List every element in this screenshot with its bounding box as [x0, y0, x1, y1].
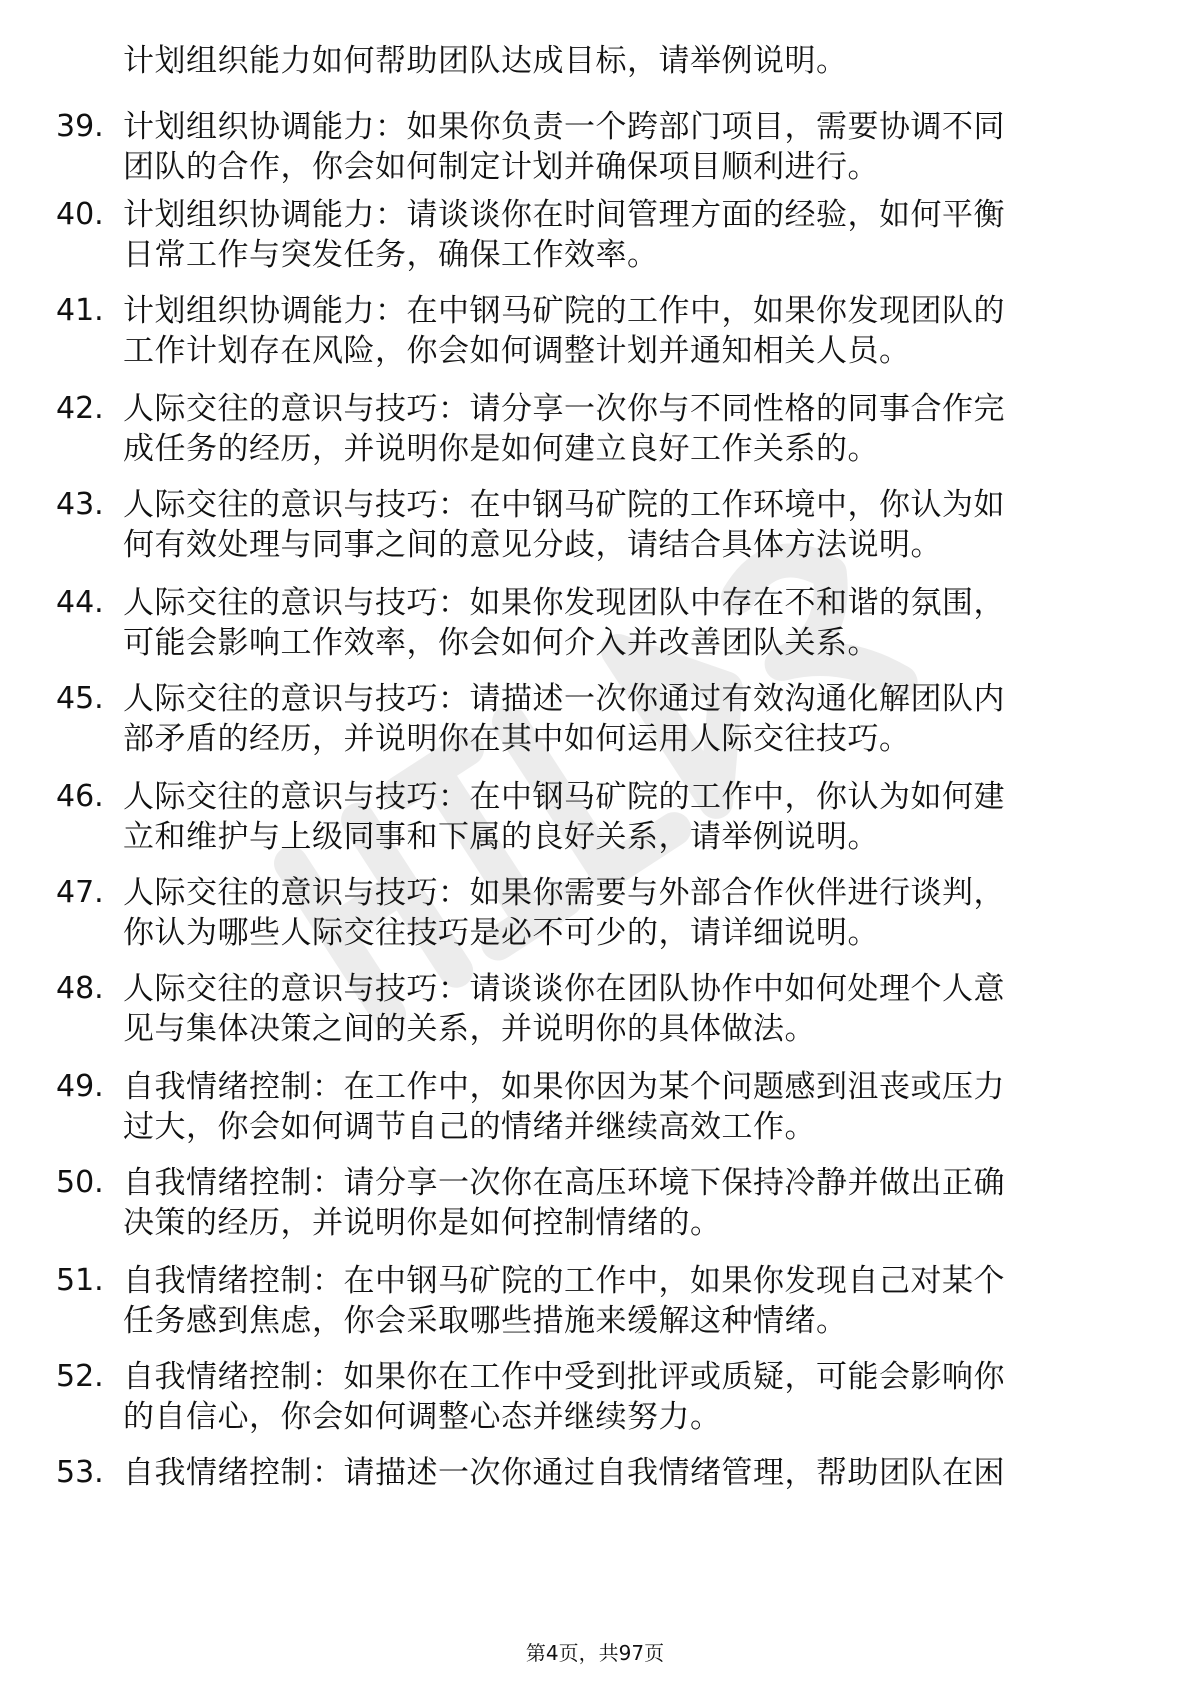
item-text-line: 自我情绪控制：请描述一次你通过自我情绪管理，帮助团队在困 [123, 1455, 1005, 1491]
item-text-line: 自我情绪控制：在工作中，如果你因为某个问题感到沮丧或压力 [123, 1069, 1005, 1105]
lead-line: 计划组织能力如何帮助团队达成目标，请举例说明。 [123, 43, 848, 79]
item-number: 39. [56, 109, 104, 144]
item-number: 48. [56, 971, 104, 1006]
item-text-line: 部矛盾的经历，并说明你在其中如何运用人际交往技巧。 [123, 721, 911, 757]
item-number: 49. [56, 1069, 104, 1104]
item-number: 42. [56, 391, 104, 426]
item-text-line: 人际交往的意识与技巧：请谈谈你在团队协作中如何处理个人意 [123, 971, 1005, 1007]
item-number: 53. [56, 1455, 104, 1490]
item-text-line: 可能会影响工作效率，你会如何介入并改善团队关系。 [123, 625, 879, 661]
item-text-line: 任务感到焦虑，你会采取哪些措施来缓解这种情绪。 [123, 1303, 848, 1339]
item-text-line: 团队的合作，你会如何制定计划并确保项目顺利进行。 [123, 149, 879, 185]
item-number: 40. [56, 197, 104, 232]
item-number: 46. [56, 779, 104, 814]
item-text-line: 人际交往的意识与技巧：在中钢马矿院的工作环境中，你认为如 [123, 487, 1005, 523]
item-number: 41. [56, 293, 104, 328]
item-text-line: 自我情绪控制：如果你在工作中受到批评或质疑，可能会影响你 [123, 1359, 1005, 1395]
item-number: 51. [56, 1263, 104, 1298]
item-text-line: 你认为哪些人际交往技巧是必不可少的，请详细说明。 [123, 915, 879, 951]
item-text-line: 计划组织协调能力：请谈谈你在时间管理方面的经验，如何平衡 [123, 197, 1005, 233]
item-text-line: 人际交往的意识与技巧：如果你需要与外部合作伙伴进行谈判， [123, 875, 1005, 911]
item-text-line: 过大，你会如何调节自己的情绪并继续高效工作。 [123, 1109, 816, 1145]
item-text-line: 人际交往的意识与技巧：在中钢马矿院的工作中，你认为如何建 [123, 779, 1005, 815]
item-text-line: 人际交往的意识与技巧：如果你发现团队中存在不和谐的氛围， [123, 585, 1005, 621]
item-text-line: 何有效处理与同事之间的意见分歧，请结合具体方法说明。 [123, 527, 942, 563]
item-text-line: 的自信心，你会如何调整心态并继续努力。 [123, 1399, 722, 1435]
page-footer: 第4页，共97页 [525, 1641, 665, 1665]
item-text-line: 自我情绪控制：请分享一次你在高压环境下保持冷静并做出正确 [123, 1165, 1005, 1201]
item-number: 45. [56, 681, 104, 716]
item-text-line: 日常工作与突发任务，确保工作效率。 [123, 237, 659, 273]
item-text-line: 成任务的经历，并说明你是如何建立良好工作关系的。 [123, 431, 879, 467]
item-text-line: 计划组织协调能力：如果你负责一个跨部门项目，需要协调不同 [123, 109, 1005, 145]
item-text-line: 决策的经历，并说明你是如何控制情绪的。 [123, 1205, 722, 1241]
item-text-line: 工作计划存在风险，你会如何调整计划并通知相关人员。 [123, 333, 911, 369]
item-text-line: 立和维护与上级同事和下属的良好关系，请举例说明。 [123, 819, 879, 855]
item-text-line: 自我情绪控制：在中钢马矿院的工作中，如果你发现自己对某个 [123, 1263, 1005, 1299]
item-number: 43. [56, 487, 104, 522]
item-number: 52. [56, 1359, 104, 1394]
item-text-line: 人际交往的意识与技巧：请分享一次你与不同性格的同事合作完 [123, 391, 1005, 427]
item-text-line: 见与集体决策之间的关系，并说明你的具体做法。 [123, 1011, 816, 1047]
item-number: 50. [56, 1165, 104, 1200]
item-number: 44. [56, 585, 104, 620]
item-text-line: 计划组织协调能力：在中钢马矿院的工作中，如果你发现团队的 [123, 293, 1005, 329]
item-text-line: 人际交往的意识与技巧：请描述一次你通过有效沟通化解团队内 [123, 681, 1005, 717]
item-number: 47. [56, 875, 104, 910]
